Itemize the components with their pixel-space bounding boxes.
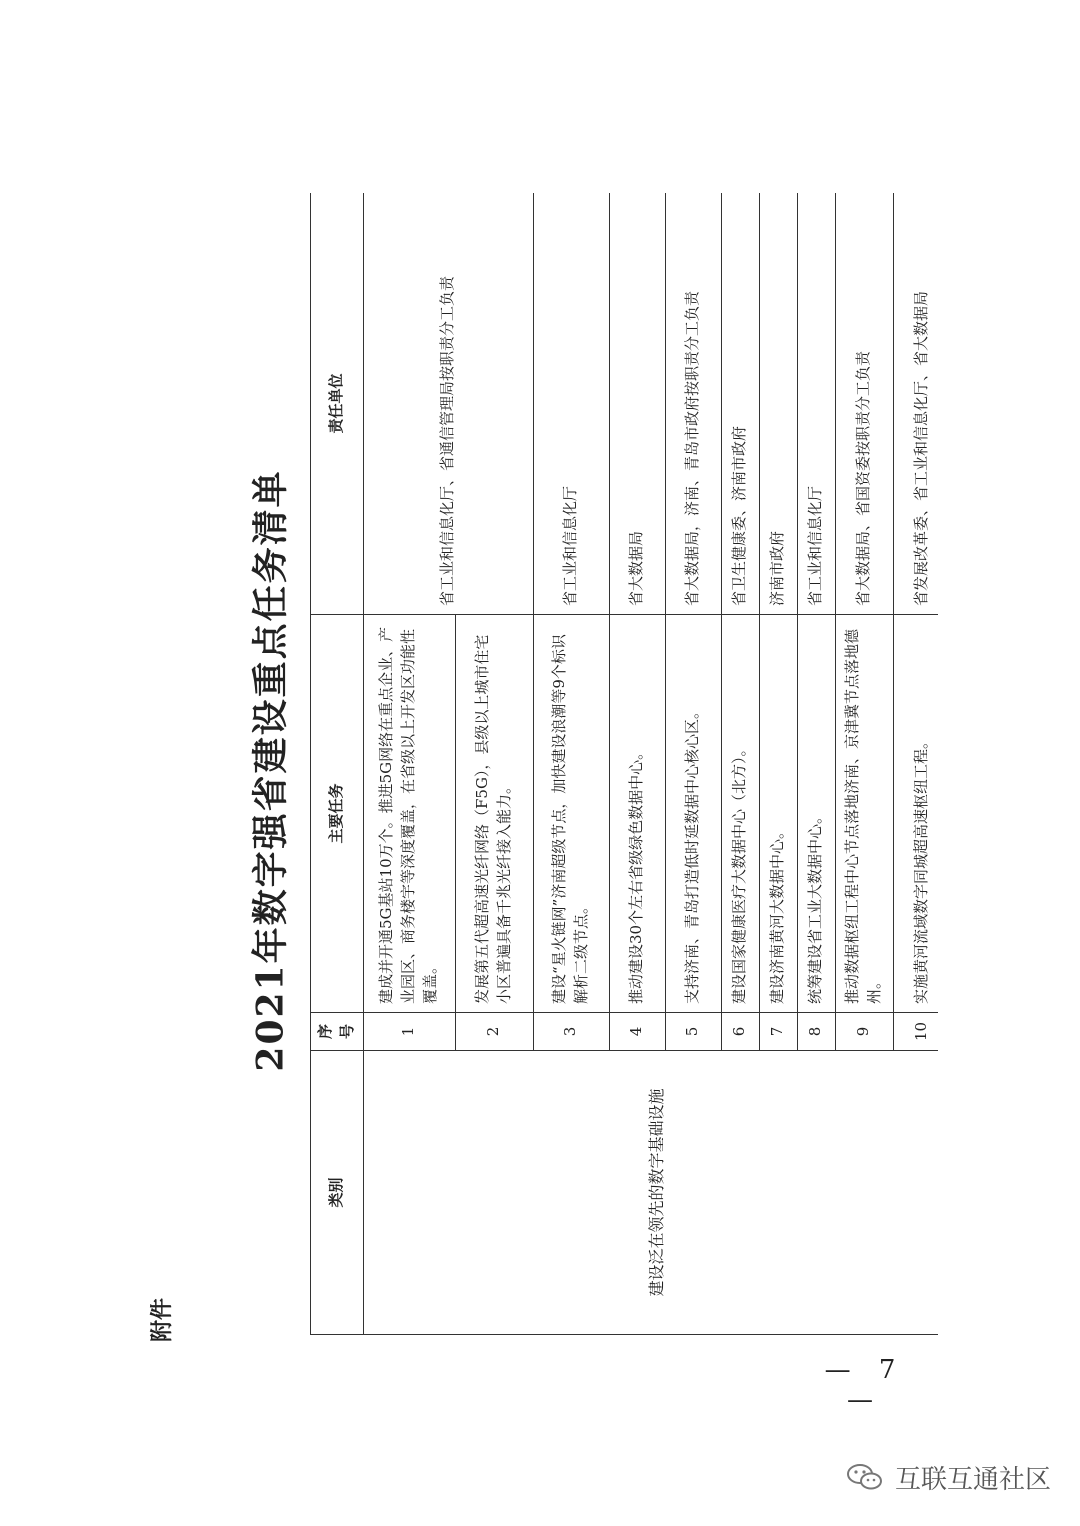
unit-cell: 省工业和信息化厅: [797, 193, 835, 615]
row-number: 4: [609, 1013, 665, 1051]
task-cell: 推动建设30个左右省级绿色数据中心。: [609, 615, 665, 1013]
rotated-sheet: [310, 193, 938, 1335]
row-number: 2: [455, 1013, 533, 1051]
row-number: 8: [797, 1013, 835, 1051]
header-number: 序号: [311, 1013, 364, 1051]
row-number: 9: [835, 1013, 893, 1051]
row-number: 6: [721, 1013, 759, 1051]
attachment-label: 附件: [149, 1297, 175, 1342]
row-number: 1: [363, 1013, 455, 1051]
watermark: [845, 1455, 1051, 1499]
task-cell: 统筹建设省工业大数据中心。: [797, 615, 835, 1013]
table-row: [363, 193, 455, 1335]
unit-cell: 省发展改革委、省工业和信息化厅、省大数据局: [893, 193, 938, 615]
header-task: 主要任务: [311, 615, 364, 1013]
task-cell: 建设“星火链网”济南超级节点，加快建设浪潮等9个标识解析二级节点。: [533, 615, 609, 1013]
unit-cell: 省工业和信息化厅: [533, 193, 609, 615]
header-unit: 责任单位: [311, 193, 364, 615]
unit-cell: 省工业和信息化厅、省通信管理局按职责分工负责: [363, 193, 533, 615]
page-title: 2021年数字强省建设重点任务清单: [249, 468, 292, 1072]
row-number: 7: [759, 1013, 797, 1051]
unit-cell: 省大数据局、省国资委按职责分工负责: [835, 193, 893, 615]
category-cell: 建设泛在领先的数字基础设施: [363, 1051, 938, 1335]
task-cell: 支持济南、青岛打造低时延数据中心核心区。: [665, 615, 721, 1013]
header-category: 类别: [311, 1051, 364, 1335]
task-cell: 发展第五代超高速光纤网络（F5G），县级以上城市住宅小区普遍具备千兆光纤接入能力。: [455, 615, 533, 1013]
task-cell: 建成并开通5G基站10万个。推进5G网络在重点企业、产业园区、商务楼宇等深度覆盖，在省级以上开发区功能性覆盖。: [363, 615, 455, 1013]
page-title-container: [249, 468, 292, 1072]
row-number: 3: [533, 1013, 609, 1051]
task-cell: 建设济南黄河大数据中心。: [759, 615, 797, 1013]
task-cell: 实施黄河流域数字同城超高速枢纽工程。: [893, 615, 938, 1013]
unit-cell: 省大数据局，济南、青岛市政府按职责分工负责: [665, 193, 721, 615]
task-cell: 建设国家健康医疗大数据中心（北方）。: [721, 615, 759, 1013]
unit-cell: 省卫生健康委、济南市政府: [721, 193, 759, 615]
row-number: 10: [893, 1013, 938, 1051]
page-number: — 7 —: [824, 1355, 906, 1415]
unit-cell: 省大数据局: [609, 193, 665, 615]
watermark-text: 互联互通社区: [895, 1464, 1052, 1495]
row-number: 5: [665, 1013, 721, 1051]
wechat-icon: [845, 1462, 885, 1492]
task-cell: 推动数据枢纽工程中心节点落地济南、京津冀节点落地德州。: [835, 615, 893, 1013]
table-header-row: [311, 193, 364, 1335]
table-region: [310, 193, 938, 1335]
unit-cell: 济南市政府: [759, 193, 797, 615]
task-table: [310, 193, 938, 1335]
